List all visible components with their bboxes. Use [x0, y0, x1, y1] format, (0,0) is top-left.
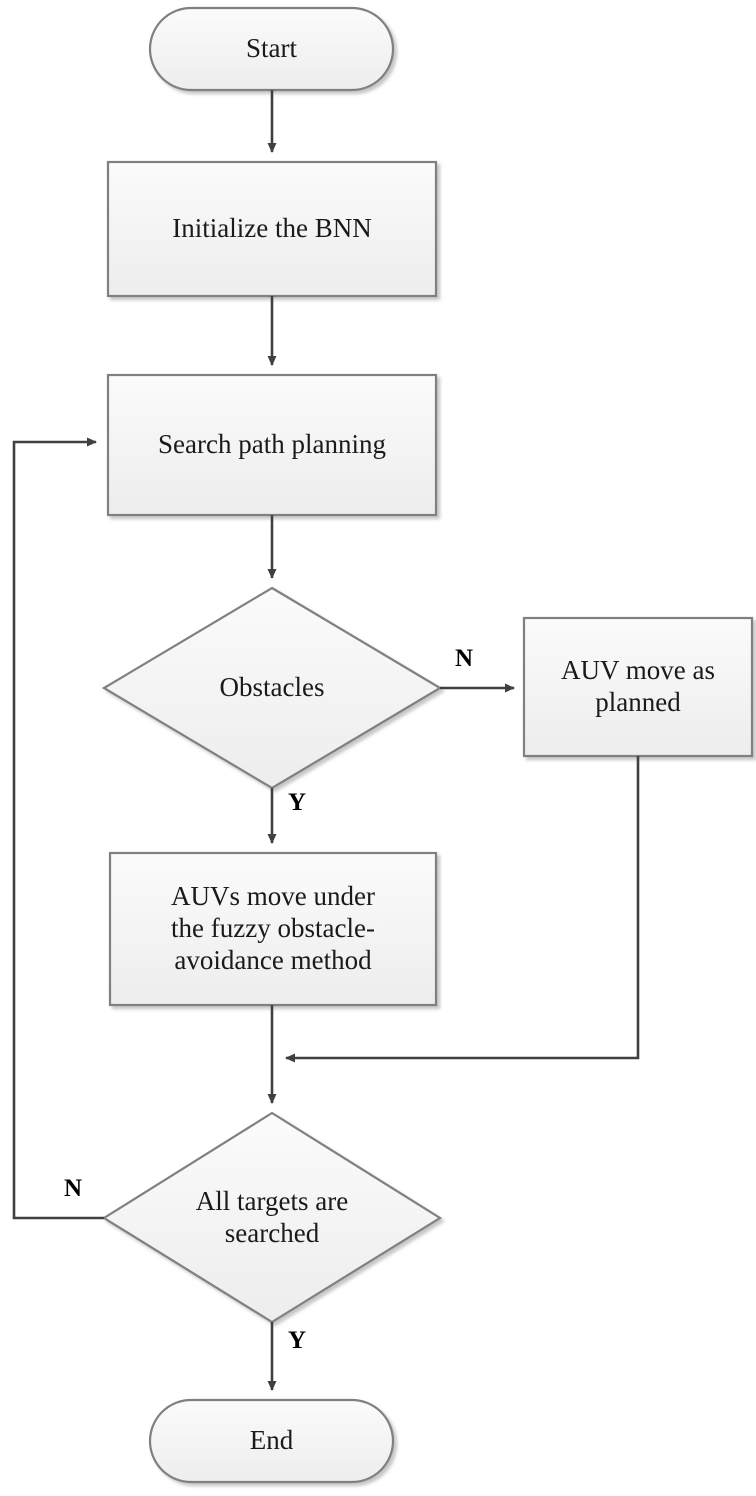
node-obstacles-label: Obstacles: [219, 672, 325, 703]
edge-label-all-targets-no: N: [64, 1175, 83, 1202]
node-initialize: [108, 162, 436, 296]
node-end-label: End: [249, 1425, 294, 1456]
node-all-targets-searched-label: All targets are searched: [195, 1186, 349, 1248]
node-search-path-planning-label: Search path planning: [158, 429, 386, 460]
edge-label-obstacles-no: N: [455, 645, 474, 672]
edge-label-obstacles-yes: Y: [288, 789, 307, 816]
node-fuzzy-avoidance-label: AUVs move under the fuzzy obstacle- avoidance method: [171, 881, 375, 975]
edge-label-all-targets-yes: Y: [288, 1327, 307, 1354]
node-obstacles: [104, 588, 440, 788]
node-auv-move-as-planned: [524, 618, 752, 756]
node-all-targets-searched: [104, 1113, 440, 1322]
node-fuzzy-avoidance: [110, 853, 436, 1005]
node-end: [150, 1400, 393, 1482]
node-auv-move-as-planned-label: AUV move as planned: [561, 655, 715, 717]
edge-all-targets-no-to-search: [14, 442, 104, 1218]
node-initialize-label: Initialize the BNN: [172, 213, 372, 244]
node-start-label: Start: [246, 33, 297, 64]
node-search-path-planning: [108, 375, 436, 515]
node-start: [150, 8, 393, 90]
